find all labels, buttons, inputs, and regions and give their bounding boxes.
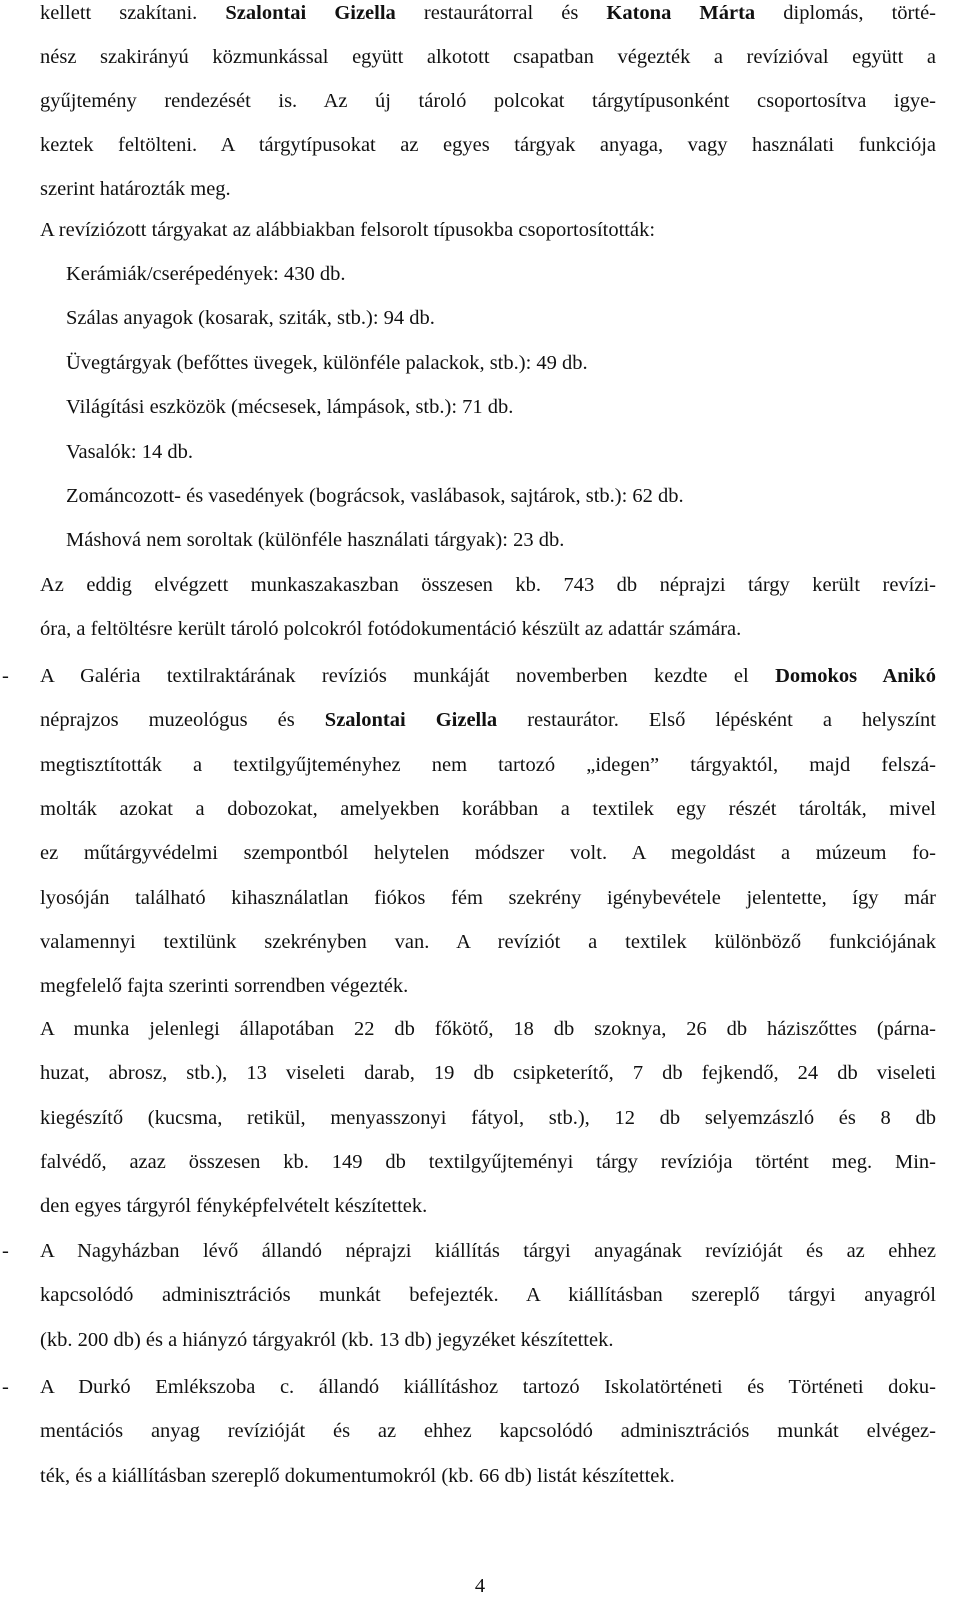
text-line xyxy=(40,1419,936,1443)
text-line xyxy=(40,841,936,865)
text-run: molták azokat a dobozokat, amelyekben korábban a textilek egy részét tárolták, mivel xyxy=(40,797,936,820)
bullet-dash: - xyxy=(2,1240,9,1262)
text-run: A Durkó Emlékszoba c. állandó kiállításhoz tartozó Iskolatörténeti és Történeti doku- xyxy=(40,1376,936,1398)
text-run: mentációs anyag revízióját és az ehhez kapcsolódó adminisztrációs munkát elvégez- xyxy=(40,1420,936,1443)
text-line xyxy=(40,1464,936,1488)
text-line xyxy=(40,133,936,157)
text-run: A munka jelenlegi állapotában 22 db főkötő, 18 db szoknya, 26 db háziszőttes (párna- xyxy=(40,1018,936,1040)
text-line xyxy=(40,708,936,732)
bullet-dash: - xyxy=(2,1376,9,1398)
text-run: néprajzos muzeológus és xyxy=(40,709,325,732)
person-name: Szalontai Gizella xyxy=(324,709,498,732)
text-line xyxy=(40,1150,936,1174)
object-type-item: Szálas anyagok (kosarak, sziták, stb.): 94 db. xyxy=(66,307,435,330)
text-line xyxy=(40,1,936,25)
text-run: A Nagyházban lévő állandó néprajzi kiállítás tárgyi anyagának revízióját és az ehhez xyxy=(40,1240,936,1262)
text-line xyxy=(40,177,936,201)
person-name: Domokos Anikó xyxy=(775,665,936,687)
object-type-item: Világítási eszközök (mécsesek, lámpások, stb.): 71 db. xyxy=(66,396,514,419)
text-run: Az eddig elvégzett munkaszakaszban összesen kb. 743 db néprajzi tárgy került revízi- xyxy=(40,574,936,596)
object-type-item: Máshová nem soroltak (különféle használati tárgyak): 23 db. xyxy=(66,529,565,552)
person-name: Katona Márta xyxy=(606,2,756,24)
text-run: megfelelő fajta szerinti sorrendben végezték. xyxy=(40,975,409,998)
text-line xyxy=(40,974,936,998)
text-line xyxy=(40,930,936,954)
text-run: ez műtárgyvédelmi szempontból helytelen módszer volt. A megoldást a múzeum fo- xyxy=(40,842,936,865)
text-run: kapcsolódó adminisztrációs munkát befejezték. A kiállításban szereplő tárgyi anyagról xyxy=(40,1284,936,1307)
text-run: (kb. 200 db) és a hiányzó tárgyakról (kb. 13 db) jegyzéket készítettek. xyxy=(40,1328,614,1351)
text-line xyxy=(40,753,936,777)
text-run: nész szakirányú közmunkással együtt alkotott csapatban végezték a revízióval együtt a xyxy=(40,46,936,68)
object-type-item: Kerámiák/cserépedények: 430 db. xyxy=(66,263,346,285)
text-line xyxy=(40,1375,936,1399)
person-name: Szalontai Gizella xyxy=(225,2,396,24)
text-run: óra, a feltöltésre került tároló polcokról fotódokumentáció készült az adattár számára. xyxy=(40,618,742,640)
text-line xyxy=(40,89,936,113)
text-run: A Galéria textilraktárának revíziós munkáját novemberben kezdte el xyxy=(40,665,776,687)
object-type-item: Zománcozott- és vasedények (bográcsok, vaslábasok, sajtárok, stb.): 62 db. xyxy=(66,485,684,507)
text-run: lyosóján található kihasználatlan fiókos fém szekrény igénybevétele jelentette, így már xyxy=(40,886,936,909)
text-line xyxy=(40,797,936,821)
text-run: valamennyi textilünk szekrényben van. A revíziót a textilek különböző funkciójának xyxy=(40,930,936,953)
text-line xyxy=(40,1017,936,1041)
text-run: diplomás, törté- xyxy=(755,2,937,24)
text-line xyxy=(40,1239,936,1263)
text-line xyxy=(40,1106,936,1130)
text-line xyxy=(40,573,936,597)
text-run: huzat, abrosz, stb.), 13 viseleti darab, 19 db csipketerítő, 7 db fejkendő, 24 db viseleti xyxy=(40,1062,936,1085)
text-run: restaurátorral és xyxy=(395,2,607,24)
text-line xyxy=(40,1328,936,1352)
text-run: den egyes tárgyról fényképfelvételt készítettek. xyxy=(40,1195,428,1218)
text-run: falvédő, azaz összesen kb. 149 db textilgyűjteményi tárgy revíziója történt meg. Min- xyxy=(40,1150,936,1173)
text-line xyxy=(40,45,936,69)
text-line xyxy=(40,886,936,910)
text-line xyxy=(40,1194,936,1218)
page-number: 4 xyxy=(474,1575,486,1597)
text-run: restaurátor. Első lépésként a helyszínt xyxy=(497,709,936,732)
types-intro: A revíziózott tárgyakat az alábbiakban felsorolt típusokba csoportosították: xyxy=(40,219,656,241)
text-line xyxy=(40,617,936,641)
text-run: gyűjtemény rendezését is. Az új tároló polcokat tárgytípusonként csoportosítva igye- xyxy=(40,90,936,112)
text-line xyxy=(40,664,936,688)
object-type-item: Üvegtárgyak (befőttes üvegek, különféle palackok, stb.): 49 db. xyxy=(66,351,588,374)
text-run: kiegészítő (kucsma, retikül, menyasszonyi fátyol, stb.), 12 db selyemzászló és 8 db xyxy=(40,1106,936,1129)
text-run: megtisztították a textilgyűjteményhez nem tartozó „idegen” tárgyaktól, majd felszá- xyxy=(40,753,936,776)
text-run: szerint határozták meg. xyxy=(40,178,231,200)
object-type-item: Vasalók: 14 db. xyxy=(66,440,193,463)
bullet-dash: - xyxy=(2,665,9,687)
text-run: keztek feltölteni. A tárgytípusokat az egyes tárgyak anyaga, vagy használati funkciója xyxy=(40,134,936,156)
text-run: ték, és a kiállításban szereplő dokumentumokról (kb. 66 db) listát készítettek. xyxy=(40,1464,675,1487)
text-line xyxy=(40,1283,936,1307)
text-line xyxy=(40,1061,936,1085)
text-run: kellett szakítani. xyxy=(40,2,226,24)
